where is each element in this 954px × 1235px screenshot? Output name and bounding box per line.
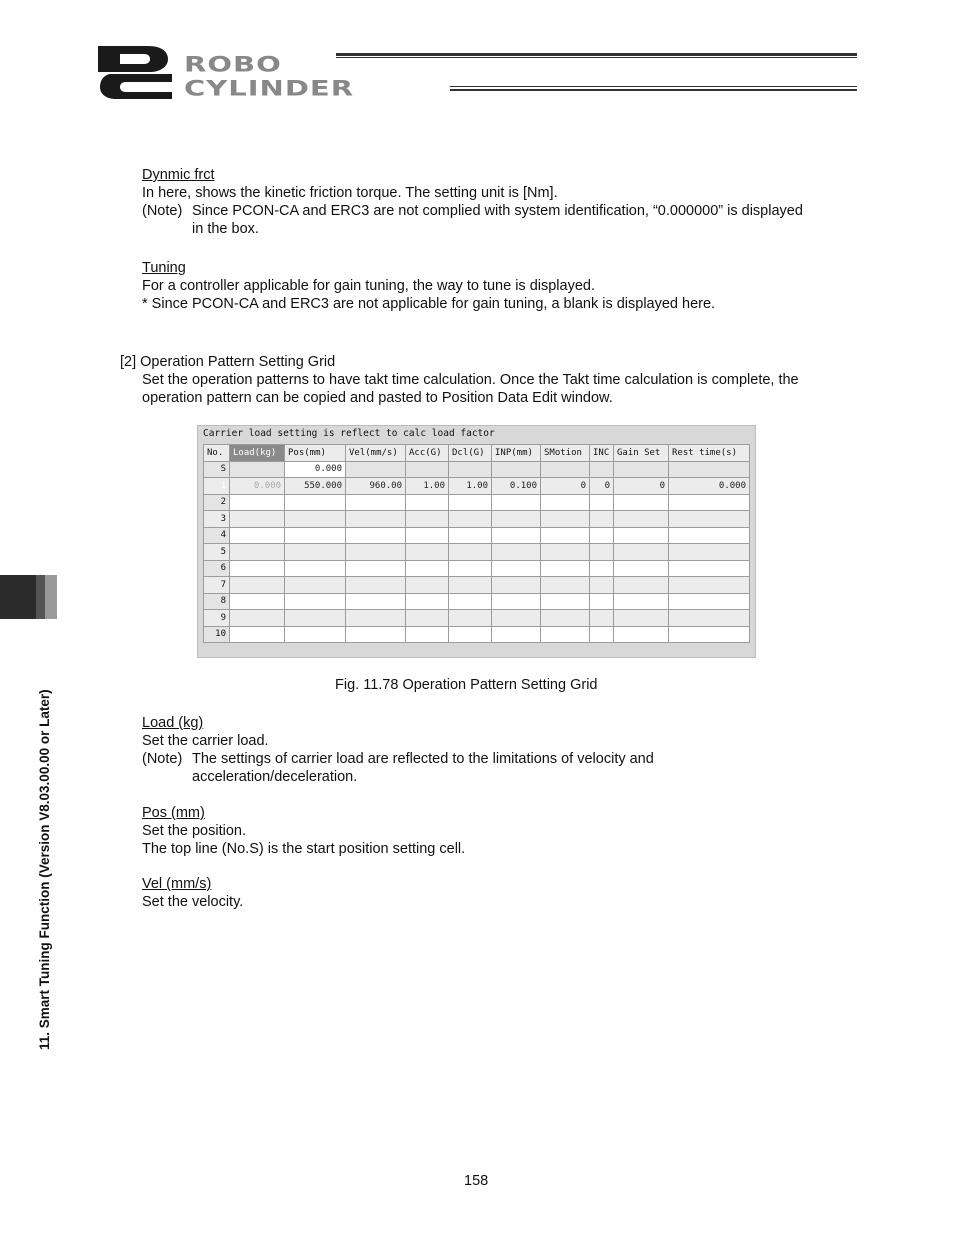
grid-cell[interactable] bbox=[590, 527, 614, 544]
grid-cell[interactable] bbox=[406, 560, 449, 577]
grid-cell[interactable] bbox=[406, 511, 449, 528]
grid-cell[interactable] bbox=[406, 593, 449, 610]
table-row bbox=[204, 560, 750, 577]
grid-cell[interactable] bbox=[285, 511, 346, 528]
grid-cell[interactable] bbox=[230, 560, 285, 577]
dynmic-note-text-2: in the box. bbox=[192, 221, 259, 237]
grid-cell[interactable] bbox=[285, 494, 346, 511]
grid-cell[interactable] bbox=[492, 511, 541, 528]
grid-cell[interactable]: 0.000 bbox=[669, 478, 750, 495]
grid-cell[interactable] bbox=[590, 610, 614, 627]
grid-cell[interactable]: 960.00 bbox=[346, 478, 406, 495]
grid-cell[interactable] bbox=[449, 544, 492, 561]
grid-cell[interactable] bbox=[590, 560, 614, 577]
grid-cell[interactable] bbox=[590, 593, 614, 610]
grid-cell[interactable] bbox=[541, 626, 590, 643]
grid-cell[interactable] bbox=[614, 511, 669, 528]
grid-cell[interactable] bbox=[492, 610, 541, 627]
operation-pattern-grid bbox=[203, 444, 750, 643]
pos-text: Set the position. bbox=[142, 823, 246, 839]
grid-cell[interactable] bbox=[492, 494, 541, 511]
grid-cell[interactable] bbox=[492, 560, 541, 577]
table-row bbox=[204, 527, 750, 544]
row-number[interactable]: 5 bbox=[204, 544, 230, 561]
grid-cell[interactable] bbox=[541, 494, 590, 511]
grid-cell[interactable] bbox=[541, 610, 590, 627]
grid-cell[interactable] bbox=[285, 544, 346, 561]
grid-cell[interactable] bbox=[230, 593, 285, 610]
grid-cell[interactable] bbox=[449, 610, 492, 627]
figure-caption: Fig. 11.78 Operation Pattern Setting Grid bbox=[335, 677, 598, 693]
grid-cell[interactable] bbox=[230, 577, 285, 594]
grid-cell bbox=[614, 461, 669, 478]
table-row bbox=[204, 610, 750, 627]
load-note-text: The settings of carrier load are reflected to the limitations of velocity and bbox=[192, 751, 654, 767]
grid-cell[interactable] bbox=[406, 544, 449, 561]
grid-cell[interactable] bbox=[346, 577, 406, 594]
grid-cell[interactable] bbox=[590, 511, 614, 528]
grid-cell bbox=[406, 461, 449, 478]
grid-cell[interactable] bbox=[669, 494, 750, 511]
grid-cell[interactable]: 0 bbox=[614, 478, 669, 495]
grid-cell[interactable]: 0.100 bbox=[492, 478, 541, 495]
chapter-tab-light bbox=[45, 575, 57, 619]
load-note-label: (Note) bbox=[142, 751, 183, 767]
row-number[interactable]: 7 bbox=[204, 577, 230, 594]
grid-cell bbox=[449, 461, 492, 478]
header-rule-top bbox=[336, 53, 857, 56]
grid-cell[interactable] bbox=[590, 494, 614, 511]
grid-cell[interactable] bbox=[614, 626, 669, 643]
grid-cell[interactable] bbox=[346, 511, 406, 528]
table-row bbox=[204, 478, 750, 495]
header-rule-bottom-thin bbox=[450, 86, 857, 87]
dynmic-note-label: (Note) bbox=[142, 203, 183, 219]
table-row bbox=[204, 577, 750, 594]
page-number: 158 bbox=[464, 1173, 489, 1189]
chapter-side-label: 11. Smart Tuning Function (Version V8.03.00.00 or Later) bbox=[37, 689, 52, 1050]
grid-cell bbox=[492, 461, 541, 478]
grid-cell[interactable] bbox=[614, 593, 669, 610]
start-position-cell[interactable]: 0.000 bbox=[285, 461, 346, 478]
grid-cell[interactable] bbox=[230, 544, 285, 561]
grid-cell[interactable] bbox=[541, 544, 590, 561]
logo-text-cylinder: CYLINDER bbox=[184, 76, 355, 101]
col-header-load[interactable]: Load(kg) bbox=[230, 445, 285, 462]
grid-cell bbox=[230, 461, 285, 478]
grid-cell[interactable] bbox=[230, 626, 285, 643]
grid-cell[interactable]: 550.000 bbox=[285, 478, 346, 495]
grid-cell bbox=[541, 461, 590, 478]
grid-cell[interactable] bbox=[406, 494, 449, 511]
operation-pattern-grid-panel bbox=[197, 425, 756, 658]
grid-cell[interactable] bbox=[230, 527, 285, 544]
robo-cylinder-logo-icon bbox=[96, 44, 176, 100]
grid-cell[interactable] bbox=[285, 610, 346, 627]
grid-cell[interactable] bbox=[669, 511, 750, 528]
grid-cell[interactable] bbox=[492, 577, 541, 594]
grid-cell bbox=[590, 461, 614, 478]
load-note-text-2: acceleration/deceleration. bbox=[192, 769, 358, 785]
grid-section-heading: [2] Operation Pattern Setting Grid bbox=[120, 354, 336, 370]
grid-cell[interactable] bbox=[406, 610, 449, 627]
grid-cell bbox=[669, 461, 750, 478]
grid-cell[interactable] bbox=[541, 511, 590, 528]
vel-text: Set the velocity. bbox=[142, 894, 244, 910]
grid-cell[interactable] bbox=[541, 560, 590, 577]
row-number[interactable]: 3 bbox=[204, 511, 230, 528]
grid-cell[interactable] bbox=[492, 593, 541, 610]
vel-heading: Vel (mm/s) bbox=[142, 876, 212, 892]
grid-cell[interactable] bbox=[614, 527, 669, 544]
col-header-dcl[interactable]: Dcl(G) bbox=[449, 445, 492, 462]
col-header-rest-time[interactable]: Rest time(s) bbox=[669, 445, 750, 462]
grid-cell[interactable]: 0 bbox=[590, 478, 614, 495]
load-text: Set the carrier load. bbox=[142, 733, 269, 749]
grid-cell[interactable] bbox=[449, 511, 492, 528]
pos-text-2: The top line (No.S) is the start position setting cell. bbox=[142, 841, 466, 857]
grid-cell[interactable] bbox=[285, 626, 346, 643]
row-number[interactable]: 4 bbox=[204, 527, 230, 544]
table-row bbox=[204, 461, 750, 478]
grid-cell[interactable] bbox=[346, 560, 406, 577]
load-heading: Load (kg) bbox=[142, 715, 204, 731]
col-header-vel[interactable]: Vel(mm/s) bbox=[346, 445, 406, 462]
col-header-acc[interactable]: Acc(G) bbox=[406, 445, 449, 462]
grid-cell[interactable] bbox=[285, 593, 346, 610]
grid-cell[interactable] bbox=[541, 577, 590, 594]
table-row bbox=[204, 593, 750, 610]
grid-cell[interactable] bbox=[669, 593, 750, 610]
grid-cell[interactable] bbox=[346, 610, 406, 627]
grid-cell[interactable] bbox=[669, 560, 750, 577]
grid-cell[interactable] bbox=[614, 544, 669, 561]
grid-cell[interactable] bbox=[230, 511, 285, 528]
grid-cell[interactable] bbox=[492, 527, 541, 544]
grid-cell[interactable] bbox=[590, 577, 614, 594]
grid-cell[interactable] bbox=[492, 626, 541, 643]
row-number[interactable]: 9 bbox=[204, 610, 230, 627]
grid-section-text: Set the operation patterns to have takt time calculation. Once the Takt time calculation is complete, the bbox=[142, 372, 799, 388]
grid-cell[interactable] bbox=[449, 577, 492, 594]
col-header-smotion[interactable]: SMotion bbox=[541, 445, 590, 462]
table-row bbox=[204, 544, 750, 561]
header-rule-top-thin bbox=[336, 57, 857, 58]
grid-cell[interactable] bbox=[541, 527, 590, 544]
chapter-tab-dark bbox=[0, 575, 36, 619]
grid-cell[interactable]: 0 bbox=[541, 478, 590, 495]
grid-cell[interactable] bbox=[449, 560, 492, 577]
grid-cell[interactable] bbox=[406, 577, 449, 594]
row-number[interactable]: 1 bbox=[204, 478, 230, 495]
grid-cell[interactable] bbox=[230, 610, 285, 627]
dynmic-note-text: Since PCON-CA and ERC3 are not complied with system identification, “0.000000” is displayed bbox=[192, 203, 803, 219]
grid-cell[interactable] bbox=[541, 593, 590, 610]
grid-cell[interactable] bbox=[590, 626, 614, 643]
tuning-text: For a controller applicable for gain tuning, the way to tune is displayed. bbox=[142, 278, 595, 294]
grid-cell[interactable] bbox=[346, 593, 406, 610]
grid-cell[interactable] bbox=[614, 560, 669, 577]
grid-cell[interactable] bbox=[449, 626, 492, 643]
grid-cell[interactable] bbox=[669, 610, 750, 627]
row-number[interactable]: 10 bbox=[204, 626, 230, 643]
chapter-tab-mid bbox=[36, 575, 45, 619]
grid-cell[interactable] bbox=[669, 626, 750, 643]
grid-cell[interactable] bbox=[406, 527, 449, 544]
row-number[interactable]: 2 bbox=[204, 494, 230, 511]
tuning-heading: Tuning bbox=[142, 260, 186, 276]
table-row bbox=[204, 626, 750, 643]
grid-section-text-2: operation pattern can be copied and pasted to Position Data Edit window. bbox=[142, 390, 613, 406]
grid-cell[interactable] bbox=[230, 494, 285, 511]
grid-header-row bbox=[204, 445, 750, 462]
col-header-pos[interactable]: Pos(mm) bbox=[285, 445, 346, 462]
grid-cell[interactable] bbox=[406, 626, 449, 643]
grid-cell[interactable] bbox=[346, 494, 406, 511]
grid-cell[interactable] bbox=[346, 626, 406, 643]
col-header-inp[interactable]: INP(mm) bbox=[492, 445, 541, 462]
pos-heading: Pos (mm) bbox=[142, 805, 205, 821]
grid-title: Carrier load setting is reflect to calc load factor bbox=[203, 428, 495, 439]
table-row bbox=[204, 494, 750, 511]
grid-cell[interactable] bbox=[669, 544, 750, 561]
grid-cell[interactable] bbox=[614, 494, 669, 511]
grid-cell-selected[interactable]: 0.000 bbox=[230, 478, 285, 495]
row-number[interactable]: 8 bbox=[204, 593, 230, 610]
grid-cell[interactable] bbox=[346, 544, 406, 561]
grid-cell[interactable] bbox=[449, 527, 492, 544]
col-header-no[interactable]: No. bbox=[204, 445, 230, 462]
row-start-label[interactable]: S bbox=[204, 461, 230, 478]
grid-cell[interactable] bbox=[285, 560, 346, 577]
grid-cell[interactable] bbox=[449, 494, 492, 511]
grid-cell[interactable] bbox=[614, 577, 669, 594]
grid-cell[interactable] bbox=[285, 577, 346, 594]
table-row bbox=[204, 511, 750, 528]
grid-cell bbox=[346, 461, 406, 478]
grid-cell[interactable]: 1.00 bbox=[449, 478, 492, 495]
col-header-inc[interactable]: INC bbox=[590, 445, 614, 462]
grid-cell[interactable] bbox=[346, 527, 406, 544]
logo-text-robo: ROBO bbox=[184, 52, 282, 77]
grid-cell[interactable] bbox=[449, 593, 492, 610]
tuning-text-2: * Since PCON-CA and ERC3 are not applicable for gain tuning, a blank is displayed here. bbox=[142, 296, 716, 312]
grid-cell[interactable]: 1.00 bbox=[406, 478, 449, 495]
row-number[interactable]: 6 bbox=[204, 560, 230, 577]
dynmic-heading: Dynmic frct bbox=[142, 167, 215, 183]
dynmic-text: In here, shows the kinetic friction torque. The setting unit is [Nm]. bbox=[142, 185, 558, 201]
grid-cell[interactable] bbox=[669, 577, 750, 594]
grid-cell[interactable] bbox=[614, 610, 669, 627]
grid-cell[interactable] bbox=[590, 544, 614, 561]
grid-cell[interactable] bbox=[669, 527, 750, 544]
grid-cell[interactable] bbox=[285, 527, 346, 544]
header-rule-bottom bbox=[450, 89, 857, 91]
col-header-gain-set[interactable]: Gain Set bbox=[614, 445, 669, 462]
grid-cell[interactable] bbox=[492, 544, 541, 561]
grid-empty-rows bbox=[204, 494, 750, 643]
